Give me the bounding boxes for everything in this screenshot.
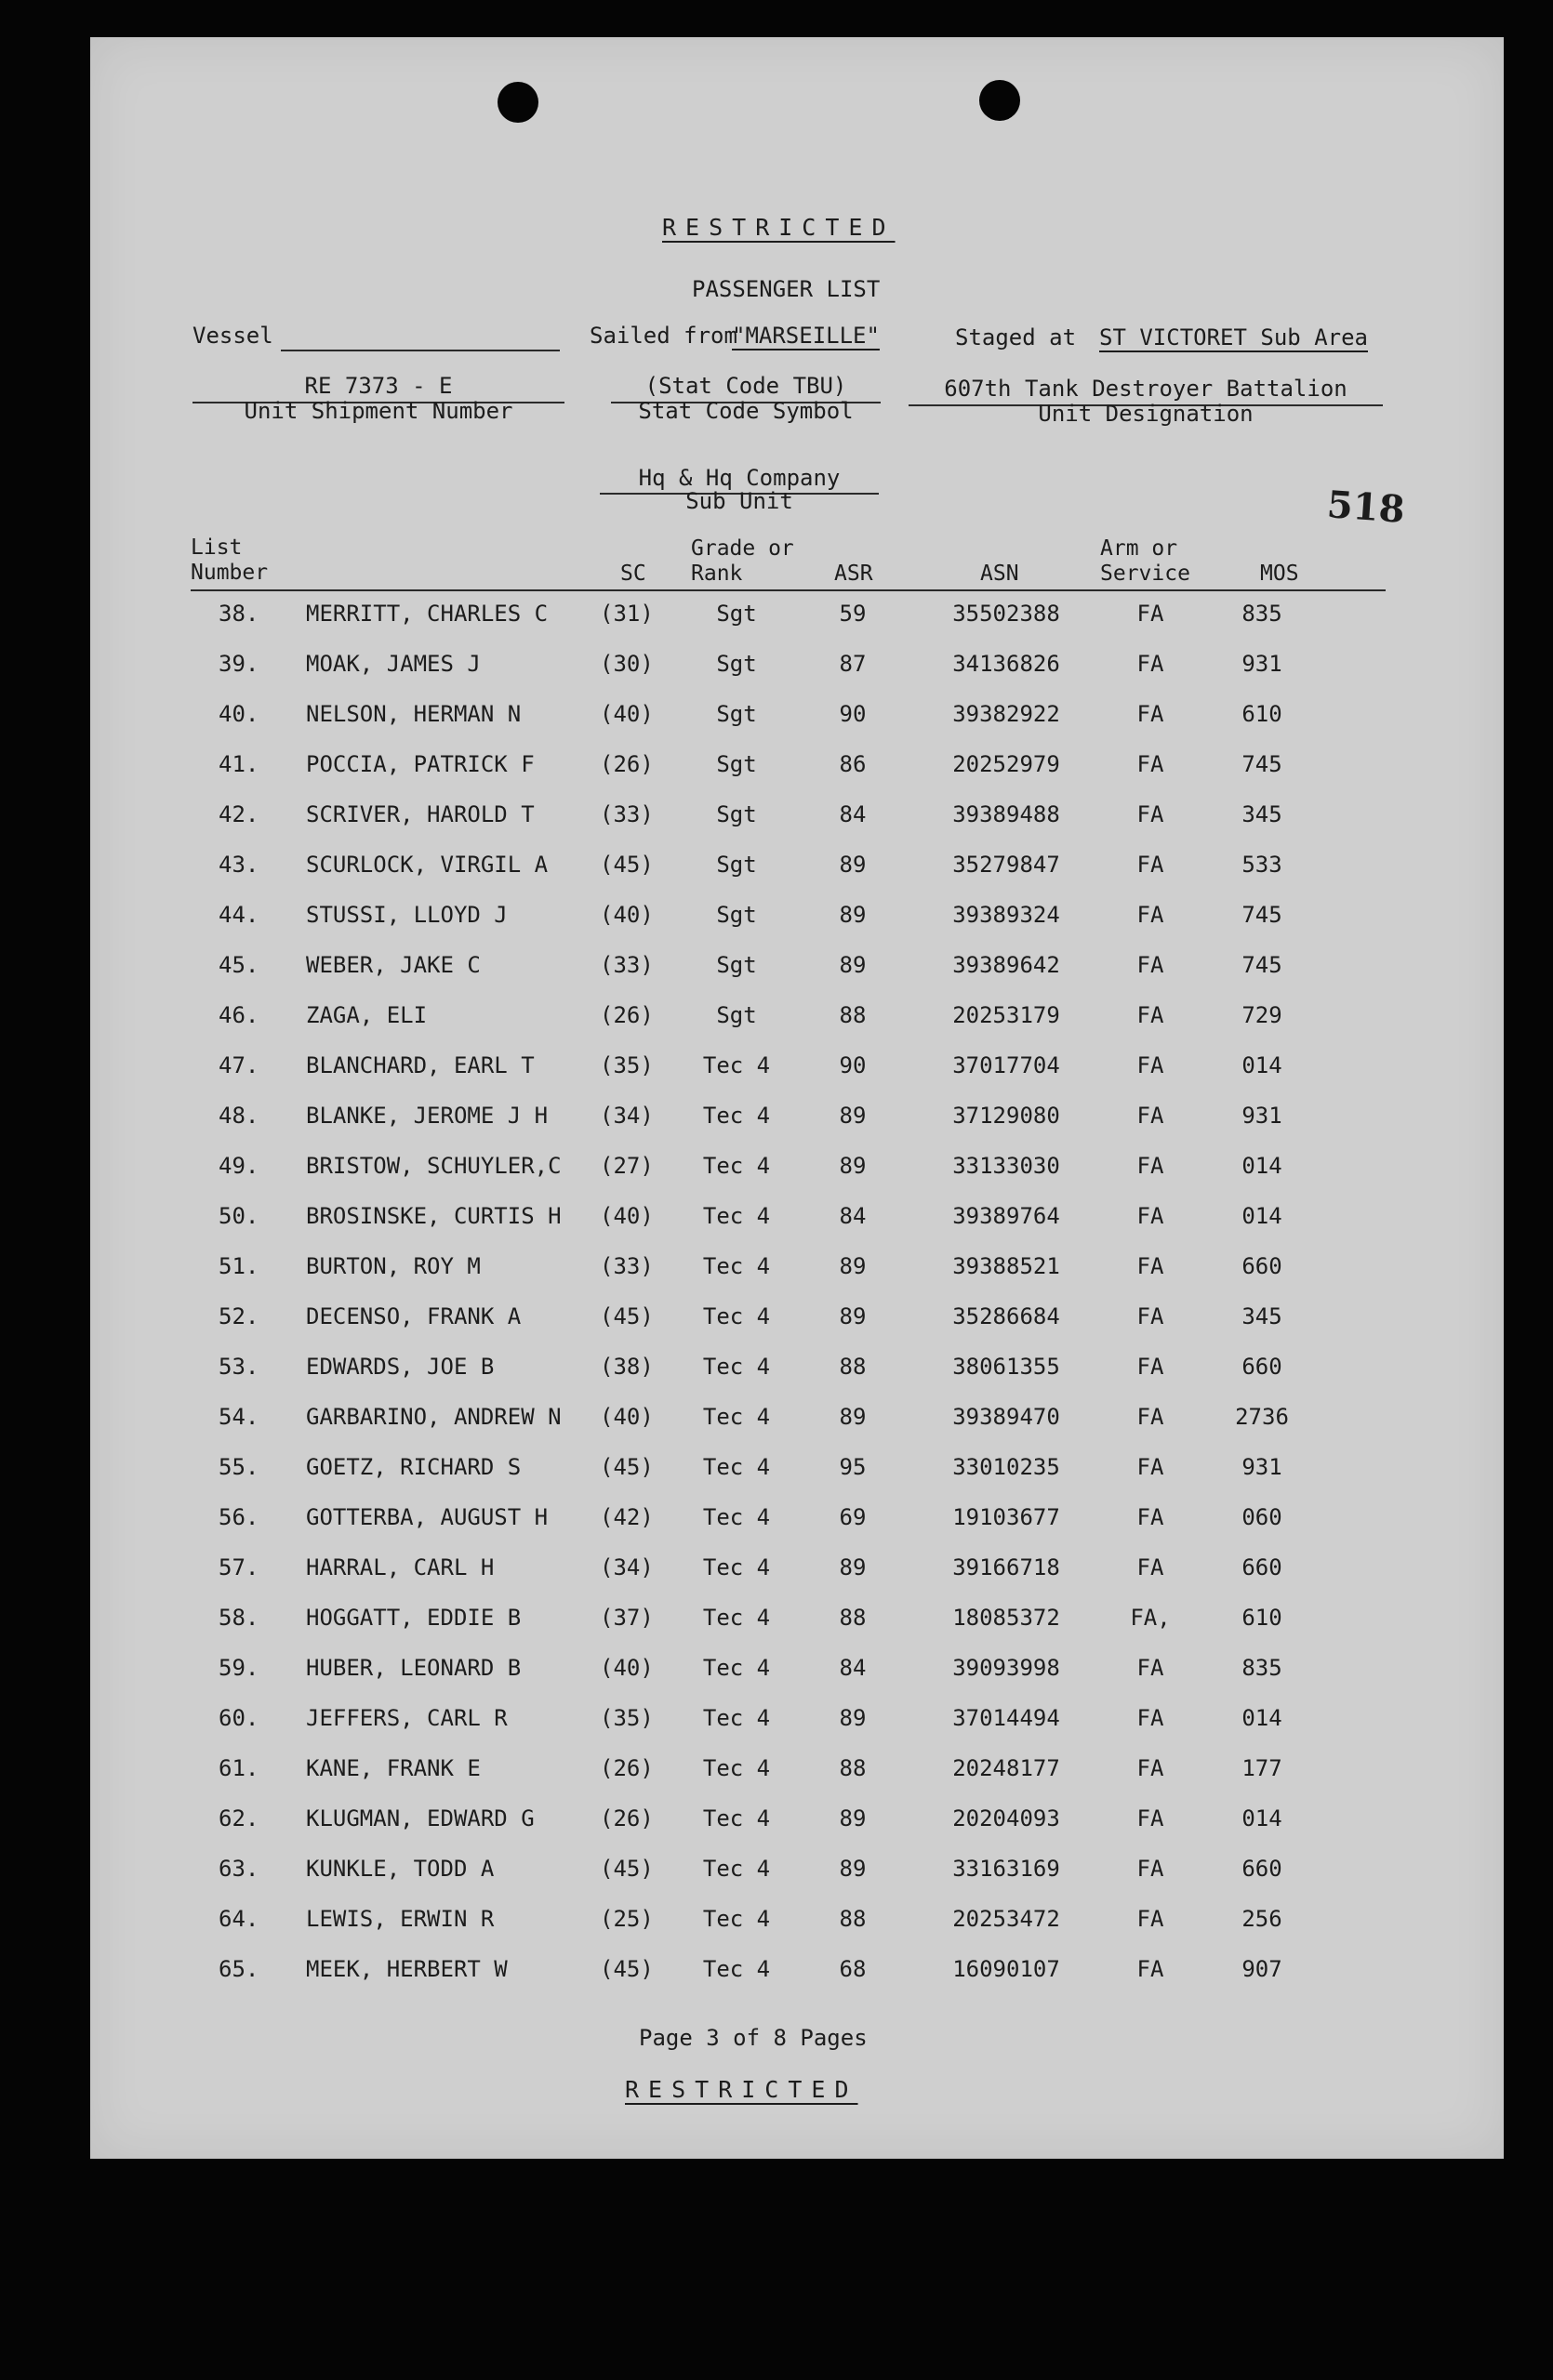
name-cell: BLANKE, JEROME J H [306, 1103, 549, 1129]
document-page [90, 37, 1504, 2159]
arm-cell: FA [1136, 852, 1164, 878]
asn-cell: 34136826 [952, 651, 1060, 677]
sc-cell: (31) [600, 601, 654, 627]
table-row [90, 601, 1504, 638]
asr-cell: 89 [839, 1153, 867, 1179]
list-number-cell: 62. [219, 1805, 259, 1831]
grade-cell: Tec 4 [702, 1605, 771, 1631]
mos-cell: 014 [1241, 1705, 1282, 1731]
col-arm [1100, 536, 1190, 587]
page-indicator: Page 3 of 8 Pages [639, 2025, 868, 2051]
asr-cell: 89 [839, 1705, 867, 1731]
grade-cell: Tec 4 [702, 1655, 771, 1681]
col-list-number [191, 536, 268, 586]
sc-cell: (26) [600, 1755, 654, 1781]
name-cell: HOGGATT, EDDIE B [306, 1605, 522, 1631]
mos-cell: 610 [1241, 1605, 1282, 1631]
mos-cell: 660 [1241, 1856, 1282, 1882]
name-cell: LEWIS, ERWIN R [306, 1906, 495, 1932]
mos-cell: 345 [1241, 801, 1282, 827]
sc-cell: (40) [600, 1404, 654, 1430]
list-number-cell: 47. [219, 1052, 259, 1078]
asr-cell: 90 [839, 1052, 867, 1078]
asr-cell: 89 [839, 1554, 867, 1580]
asn-cell: 33133030 [952, 1153, 1060, 1179]
asr-cell: 87 [839, 651, 867, 677]
list-number-cell: 53. [219, 1354, 259, 1380]
name-cell: NELSON, HERMAN N [306, 701, 522, 727]
mos-cell: 014 [1241, 1052, 1282, 1078]
asn-cell: 33163169 [952, 1856, 1060, 1882]
mos-cell: 610 [1241, 701, 1282, 727]
table-row [90, 751, 1504, 788]
sailed-from-label: Sailed from [590, 323, 737, 349]
asr-cell: 88 [839, 1755, 867, 1781]
arm-cell: FA [1136, 1655, 1164, 1681]
list-number-cell: 54. [219, 1404, 259, 1430]
list-number-cell: 49. [219, 1153, 259, 1179]
mos-cell: 060 [1241, 1504, 1282, 1530]
grade-cell: Tec 4 [702, 1253, 771, 1279]
name-cell: HUBER, LEONARD B [306, 1655, 522, 1681]
name-cell: SCRIVER, HAROLD T [306, 801, 535, 827]
name-cell: HARRAL, CARL H [306, 1554, 495, 1580]
mos-cell: 533 [1241, 852, 1282, 878]
stat-code-label: Stat Code Symbol [638, 398, 854, 424]
sc-cell: (26) [600, 751, 654, 777]
vessel-label: Vessel [192, 323, 273, 349]
list-number-cell: 46. [219, 1002, 259, 1028]
mos-cell: 660 [1241, 1554, 1282, 1580]
asr-cell: 95 [839, 1454, 867, 1480]
asr-cell: 88 [839, 1354, 867, 1380]
arm-cell: FA [1136, 902, 1164, 928]
table-row [90, 1856, 1504, 1893]
list-number-cell: 51. [219, 1253, 259, 1279]
name-cell: GOETZ, RICHARD S [306, 1454, 522, 1480]
unit-shipment-label: Unit Shipment Number [244, 398, 513, 424]
mos-cell: 014 [1241, 1805, 1282, 1831]
table-row [90, 1504, 1504, 1541]
table-row [90, 701, 1504, 738]
grade-cell: Tec 4 [702, 1956, 771, 1982]
grade-cell: Tec 4 [702, 1404, 771, 1430]
mos-cell: 931 [1241, 651, 1282, 677]
stat-code-value: (Stat Code TBU) [644, 373, 847, 399]
asn-cell: 20252979 [952, 751, 1060, 777]
asr-cell: 59 [839, 601, 867, 627]
sc-cell: (30) [600, 651, 654, 677]
table-row [90, 1203, 1504, 1240]
sc-cell: (25) [600, 1906, 654, 1932]
mos-cell: 660 [1241, 1354, 1282, 1380]
asn-cell: 35279847 [952, 852, 1060, 878]
list-number-cell: 57. [219, 1554, 259, 1580]
col-grade [691, 536, 794, 587]
arm-cell: FA [1136, 751, 1164, 777]
asn-cell: 35502388 [952, 601, 1060, 627]
asn-cell: 20253472 [952, 1906, 1060, 1932]
sc-cell: (45) [600, 1956, 654, 1982]
punch-hole-right [979, 80, 1020, 121]
mos-cell: 177 [1241, 1755, 1282, 1781]
asn-cell: 18085372 [952, 1605, 1060, 1631]
grade-cell: Sgt [716, 902, 757, 928]
asn-cell: 39389324 [952, 902, 1060, 928]
arm-cell: FA [1136, 1906, 1164, 1932]
grade-cell: Tec 4 [702, 1153, 771, 1179]
arm-cell: FA [1136, 1805, 1164, 1831]
grade-cell: Tec 4 [702, 1755, 771, 1781]
list-number-cell: 59. [219, 1655, 259, 1681]
sc-cell: (45) [600, 1856, 654, 1882]
punch-hole-left [498, 82, 538, 123]
table-row [90, 801, 1504, 839]
asr-cell: 89 [839, 852, 867, 878]
asr-cell: 89 [839, 902, 867, 928]
list-number-cell: 55. [219, 1454, 259, 1480]
col-grade-label: Grade or Rank [691, 536, 794, 586]
name-cell: BROSINSKE, CURTIS H [306, 1203, 562, 1229]
asn-cell: 20253179 [952, 1002, 1060, 1028]
asr-cell: 89 [839, 952, 867, 978]
arm-cell: FA [1136, 1504, 1164, 1530]
arm-cell: FA [1136, 952, 1164, 978]
table-row [90, 1605, 1504, 1642]
grade-cell: Tec 4 [702, 1203, 771, 1229]
arm-cell: FA [1136, 1203, 1164, 1229]
list-number-cell: 65. [219, 1956, 259, 1982]
name-cell: ZAGA, ELI [306, 1002, 428, 1028]
name-cell: EDWARDS, JOE B [306, 1354, 495, 1380]
arm-cell: FA [1136, 1103, 1164, 1129]
name-cell: BLANCHARD, EARL T [306, 1052, 535, 1078]
table-row [90, 902, 1504, 939]
sc-cell: (42) [600, 1504, 654, 1530]
grade-cell: Sgt [716, 601, 757, 627]
name-cell: JEFFERS, CARL R [306, 1705, 508, 1731]
grade-cell: Sgt [716, 751, 757, 777]
asr-cell: 89 [839, 1103, 867, 1129]
table-row [90, 1655, 1504, 1692]
sc-cell: (37) [600, 1605, 654, 1631]
asn-cell: 19103677 [952, 1504, 1060, 1530]
grade-cell: Sgt [716, 852, 757, 878]
sailed-from-value: "MARSEILLE" [732, 323, 880, 349]
table-row [90, 1052, 1504, 1090]
staged-at-label: Staged at [955, 324, 1077, 350]
list-number-cell: 52. [219, 1303, 259, 1329]
arm-cell: FA [1136, 1705, 1164, 1731]
asn-cell: 38061355 [952, 1354, 1060, 1380]
col-sc: SC [620, 562, 646, 586]
list-number-cell: 43. [219, 852, 259, 878]
arm-cell: FA, [1130, 1605, 1171, 1631]
grade-cell: Tec 4 [702, 1354, 771, 1380]
list-number-cell: 50. [219, 1203, 259, 1229]
table-row [90, 952, 1504, 989]
name-cell: POCCIA, PATRICK F [306, 751, 535, 777]
asr-cell: 84 [839, 801, 867, 827]
staged-at-value: ST VICTORET Sub Area [1099, 324, 1368, 350]
asn-cell: 39389642 [952, 952, 1060, 978]
document-title: PASSENGER LIST [692, 276, 881, 302]
table-row [90, 1805, 1504, 1843]
name-cell: WEBER, JAKE C [306, 952, 481, 978]
grade-cell: Tec 4 [702, 1554, 771, 1580]
asn-cell: 37129080 [952, 1103, 1060, 1129]
asn-cell: 16090107 [952, 1956, 1060, 1982]
asn-cell: 33010235 [952, 1454, 1060, 1480]
asr-cell: 90 [839, 701, 867, 727]
grade-cell: Sgt [716, 801, 757, 827]
asn-cell: 39389764 [952, 1203, 1060, 1229]
sc-cell: (38) [600, 1354, 654, 1380]
asr-cell: 88 [839, 1002, 867, 1028]
sc-cell: (40) [600, 902, 654, 928]
asr-cell: 88 [839, 1605, 867, 1631]
name-cell: STUSSI, LLOYD J [306, 902, 508, 928]
col-mos: MOS [1260, 562, 1299, 586]
mos-cell: 745 [1241, 952, 1282, 978]
mos-cell: 835 [1241, 601, 1282, 627]
table-row [90, 1354, 1504, 1391]
arm-cell: FA [1136, 1404, 1164, 1430]
name-cell: KUNKLE, TODD A [306, 1856, 495, 1882]
table-row [90, 1103, 1504, 1140]
asr-cell: 84 [839, 1203, 867, 1229]
sc-cell: (45) [600, 1454, 654, 1480]
list-number-cell: 64. [219, 1906, 259, 1932]
col-list-number-label: List Number [191, 536, 269, 585]
col-asr: ASR [834, 562, 873, 586]
table-row [90, 1554, 1504, 1592]
unit-designation-value: 607th Tank Destroyer Battalion [944, 376, 1347, 402]
list-number-cell: 44. [219, 902, 259, 928]
sc-cell: (45) [600, 852, 654, 878]
name-cell: BRISTOW, SCHUYLER,C [306, 1153, 562, 1179]
grade-cell: Tec 4 [702, 1052, 771, 1078]
header-rule [191, 589, 1386, 591]
arm-cell: FA [1136, 1956, 1164, 1982]
mos-cell: 014 [1241, 1203, 1282, 1229]
vessel-line [281, 350, 560, 351]
asn-cell: 37014494 [952, 1705, 1060, 1731]
asr-cell: 89 [839, 1404, 867, 1430]
list-number-cell: 39. [219, 651, 259, 677]
sc-cell: (33) [600, 1253, 654, 1279]
mos-cell: 835 [1241, 1655, 1282, 1681]
grade-cell: Tec 4 [702, 1504, 771, 1530]
sc-cell: (35) [600, 1705, 654, 1731]
table-row [90, 1454, 1504, 1491]
arm-cell: FA [1136, 1303, 1164, 1329]
asr-cell: 69 [839, 1504, 867, 1530]
grade-cell: Tec 4 [702, 1705, 771, 1731]
sc-cell: (34) [600, 1103, 654, 1129]
grade-cell: Tec 4 [702, 1906, 771, 1932]
mos-cell: 931 [1241, 1454, 1282, 1480]
sub-unit-label: Sub Unit [685, 488, 793, 514]
mos-cell: 256 [1241, 1906, 1282, 1932]
table-row [90, 1153, 1504, 1190]
grade-cell: Tec 4 [702, 1856, 771, 1882]
list-number-cell: 42. [219, 801, 259, 827]
grade-cell: Tec 4 [702, 1805, 771, 1831]
sc-cell: (33) [600, 801, 654, 827]
restricted-bottom: RESTRICTED [625, 2076, 858, 2103]
asn-cell: 39389470 [952, 1404, 1060, 1430]
arm-cell: FA [1136, 601, 1164, 627]
asn-cell: 39388521 [952, 1253, 1060, 1279]
asn-cell: 39166718 [952, 1554, 1060, 1580]
asr-cell: 89 [839, 1856, 867, 1882]
table-row [90, 1253, 1504, 1290]
name-cell: SCURLOCK, VIRGIL A [306, 852, 549, 878]
arm-cell: FA [1136, 1153, 1164, 1179]
arm-cell: FA [1136, 1002, 1164, 1028]
sc-cell: (33) [600, 952, 654, 978]
asn-cell: 39389488 [952, 801, 1060, 827]
table-row [90, 1002, 1504, 1039]
sc-cell: (34) [600, 1554, 654, 1580]
sub-unit-value: Hq & Hq Company [638, 465, 841, 491]
list-number-cell: 58. [219, 1605, 259, 1631]
asn-cell: 20204093 [952, 1805, 1060, 1831]
arm-cell: FA [1136, 651, 1164, 677]
mos-cell: 729 [1241, 1002, 1282, 1028]
list-number-cell: 40. [219, 701, 259, 727]
arm-cell: FA [1136, 1354, 1164, 1380]
name-cell: GOTTERBA, AUGUST H [306, 1504, 549, 1530]
list-number-cell: 48. [219, 1103, 259, 1129]
name-cell: DECENSO, FRANK A [306, 1303, 522, 1329]
list-number-cell: 60. [219, 1705, 259, 1731]
name-cell: MEEK, HERBERT W [306, 1956, 508, 1982]
sc-cell: (26) [600, 1805, 654, 1831]
restricted-top: RESTRICTED [662, 214, 896, 241]
asn-cell: 39093998 [952, 1655, 1060, 1681]
stamp-number: 518 [1325, 483, 1407, 532]
sc-cell: (26) [600, 1002, 654, 1028]
sc-cell: (27) [600, 1153, 654, 1179]
table-row [90, 1705, 1504, 1742]
arm-cell: FA [1136, 1554, 1164, 1580]
table-row [90, 1956, 1504, 1993]
arm-cell: FA [1136, 1253, 1164, 1279]
mos-cell: 745 [1241, 751, 1282, 777]
asn-cell: 35286684 [952, 1303, 1060, 1329]
arm-cell: FA [1136, 1755, 1164, 1781]
arm-cell: FA [1136, 801, 1164, 827]
arm-cell: FA [1136, 701, 1164, 727]
table-row [90, 852, 1504, 889]
asn-cell: 37017704 [952, 1052, 1060, 1078]
name-cell: MERRITT, CHARLES C [306, 601, 549, 627]
col-asn: ASN [980, 562, 1019, 586]
mos-cell: 745 [1241, 902, 1282, 928]
mos-cell: 014 [1241, 1153, 1282, 1179]
grade-cell: Tec 4 [702, 1454, 771, 1480]
unit-shipment-value: RE 7373 - E [304, 373, 453, 399]
name-cell: KANE, FRANK E [306, 1755, 481, 1781]
asr-cell: 68 [839, 1956, 867, 1982]
list-number-cell: 63. [219, 1856, 259, 1882]
arm-cell: FA [1136, 1052, 1164, 1078]
grade-cell: Tec 4 [702, 1303, 771, 1329]
list-number-cell: 45. [219, 952, 259, 978]
asr-cell: 84 [839, 1655, 867, 1681]
name-cell: GARBARINO, ANDREW N [306, 1404, 562, 1430]
table-row [90, 1404, 1504, 1441]
asr-cell: 89 [839, 1303, 867, 1329]
asr-cell: 89 [839, 1805, 867, 1831]
sc-cell: (40) [600, 1203, 654, 1229]
arm-cell: FA [1136, 1454, 1164, 1480]
mos-cell: 2736 [1235, 1404, 1289, 1430]
list-number-cell: 41. [219, 751, 259, 777]
sc-cell: (40) [600, 701, 654, 727]
table-row [90, 1906, 1504, 1943]
mos-cell: 660 [1241, 1253, 1282, 1279]
grade-cell: Sgt [716, 651, 757, 677]
grade-cell: Sgt [716, 952, 757, 978]
table-row [90, 651, 1504, 688]
grade-cell: Tec 4 [702, 1103, 771, 1129]
mos-cell: 345 [1241, 1303, 1282, 1329]
asn-cell: 39382922 [952, 701, 1060, 727]
asn-cell: 20248177 [952, 1755, 1060, 1781]
asr-cell: 86 [839, 751, 867, 777]
sc-cell: (40) [600, 1655, 654, 1681]
table-row [90, 1755, 1504, 1792]
arm-cell: FA [1136, 1856, 1164, 1882]
asr-cell: 88 [839, 1906, 867, 1932]
asr-cell: 89 [839, 1253, 867, 1279]
list-number-cell: 61. [219, 1755, 259, 1781]
sc-cell: (35) [600, 1052, 654, 1078]
list-number-cell: 56. [219, 1504, 259, 1530]
mos-cell: 931 [1241, 1103, 1282, 1129]
name-cell: MOAK, JAMES J [306, 651, 481, 677]
name-cell: KLUGMAN, EDWARD G [306, 1805, 535, 1831]
mos-cell: 907 [1241, 1956, 1282, 1982]
table-row [90, 1303, 1504, 1341]
name-cell: BURTON, ROY M [306, 1253, 481, 1279]
col-arm-label: Arm or Service [1100, 536, 1190, 586]
unit-designation-label: Unit Designation [1038, 401, 1254, 427]
sc-cell: (45) [600, 1303, 654, 1329]
list-number-cell: 38. [219, 601, 259, 627]
grade-cell: Sgt [716, 1002, 757, 1028]
grade-cell: Sgt [716, 701, 757, 727]
